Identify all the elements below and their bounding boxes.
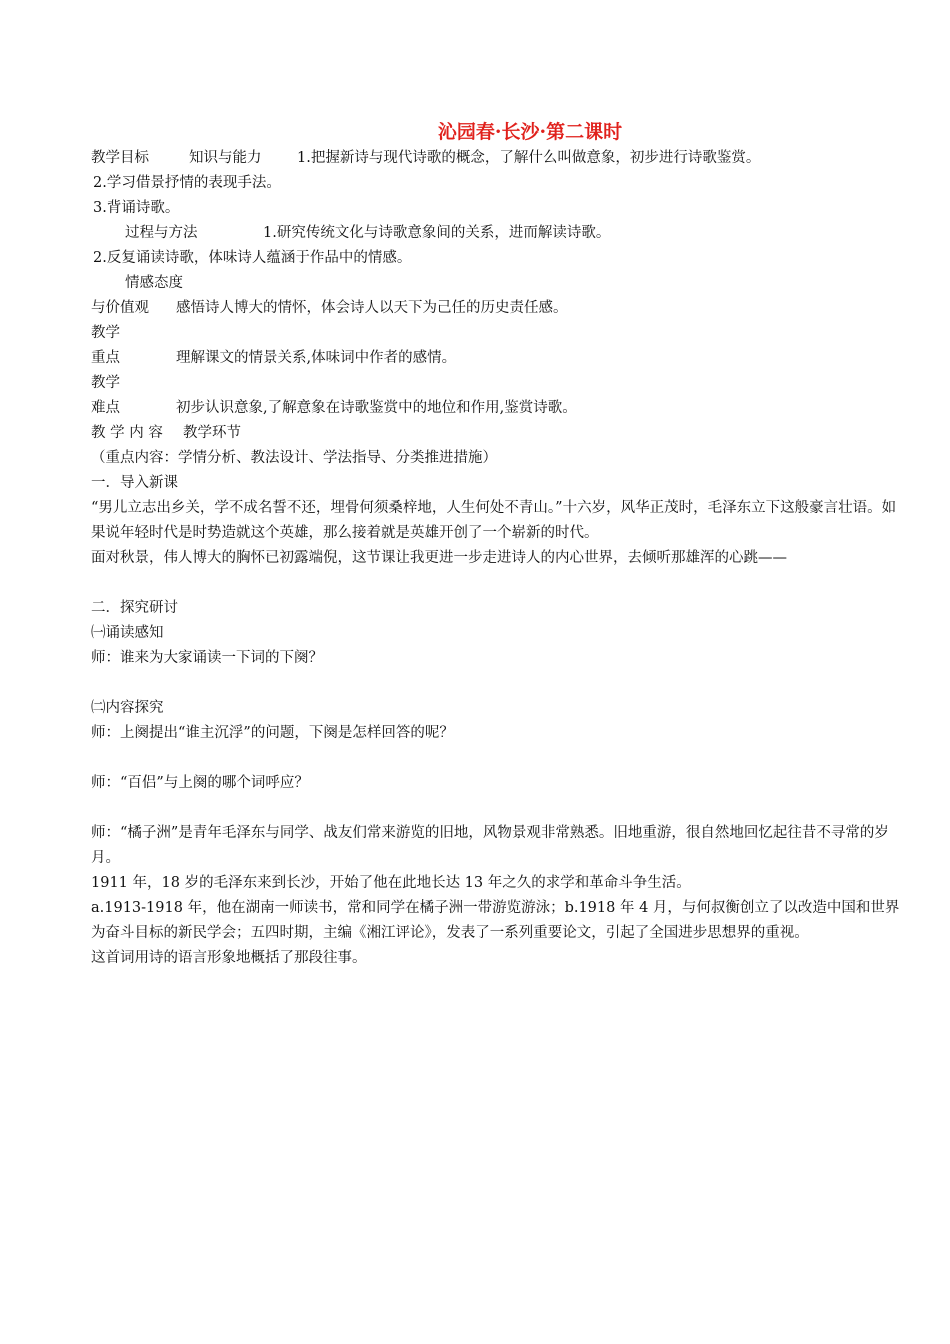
question-4: 师：“橘子洲”是青年毛泽东与同学、战友们常来游览的旧地，风物景观非常熟悉。旧地重游，很自然地回忆起往昔不寻常的岁月。 bbox=[91, 825, 889, 866]
section1-paragraph-1: “男儿立志出乡关，学不成名誓不还，埋骨何须桑梓地，人生何处不青山。”十六岁，风华正茂时，毛泽东立下这般豪言壮语。如果说年轻时代是时势造就这个英雄，那么接着就是英雄开创了一个崭新的时代。 bbox=[91, 500, 897, 541]
focus-text: 理解课文的情景关系,体味词中作者的感情。 bbox=[176, 350, 457, 366]
spacer bbox=[91, 746, 909, 771]
content-note: （重点内容：学情分析、教法设计、学法指导、分类推进措施） bbox=[91, 450, 497, 466]
process-item-2: 2.反复诵读诗歌，体味诗人蕴涵于作品中的情感。 bbox=[93, 250, 412, 266]
knowledge-item-2: 2.学习借景抒情的表现手法。 bbox=[93, 175, 281, 191]
spacer bbox=[91, 796, 909, 821]
focus-row bbox=[91, 346, 909, 371]
difficulty-text: 初步认识意象,了解意象在诗歌鉴赏中的地位和作用,鉴赏诗歌。 bbox=[176, 400, 577, 416]
emotion-label-2: 与价值观 bbox=[91, 300, 149, 316]
focus-label-1: 教学 bbox=[91, 325, 120, 341]
question-3: 师：“百侣”与上阕的哪个词呼应？ bbox=[91, 775, 309, 791]
emotion-label-1: 情感态度 bbox=[125, 275, 183, 291]
difficulty-row bbox=[91, 396, 909, 421]
section2-heading: 二．探究研讨 bbox=[91, 600, 178, 616]
spacer bbox=[91, 671, 909, 696]
question-2: 师：上阕提出“谁主沉浮”的问题，下阕是怎样回答的呢？ bbox=[91, 725, 454, 741]
focus-label-2: 重点 bbox=[91, 350, 120, 366]
emotion-text: 感悟诗人博大的情怀，体会诗人以天下为己任的历史责任感。 bbox=[176, 300, 568, 316]
section1-paragraph-2: 面对秋景，伟人博大的胸怀已初露端倪，这节课让我更进一步走进诗人的内心世界，去倾听那雄浑的心跳—— bbox=[91, 550, 787, 566]
document-title: 沁园春·长沙·第二课时 bbox=[437, 121, 623, 143]
history-paragraph-1: 1911 年，18 岁的毛泽东来到长沙，开始了他在此地长达 13 年之久的求学和革命斗争生活。 bbox=[91, 875, 691, 891]
history-paragraph-2: a.1913-1918 年，他在湖南一师读书，常和同学在橘子洲一带游览游泳；b.1918 年 4 月，与何叔衡创立了以改造中国和世界为奋斗目标的新民学会；五四时期，主编《湘江评论》，发表了一系列重要论文，引起了全国进步思想界的重视。 bbox=[91, 900, 900, 941]
steps-header: 教学环节 bbox=[183, 425, 241, 441]
knowledge-item-1: 1.把握新诗与现代诗歌的概念，了解什么叫做意象，初步进行诗歌鉴赏。 bbox=[297, 150, 761, 166]
difficulty-label-2: 难点 bbox=[91, 400, 120, 416]
spacer bbox=[91, 571, 909, 596]
emotion-row bbox=[91, 296, 909, 321]
process-row bbox=[91, 221, 909, 246]
subsection-2-heading: ㈡内容探究 bbox=[91, 700, 164, 716]
section1-heading: 一．导入新课 bbox=[91, 475, 178, 491]
knowledge-label: 知识与能力 bbox=[189, 150, 262, 166]
subsection-1-heading: ㈠诵读感知 bbox=[91, 625, 164, 641]
objectives-row bbox=[91, 146, 909, 171]
objectives-label: 教学目标 bbox=[91, 150, 149, 166]
difficulty-label-1: 教学 bbox=[91, 375, 120, 391]
process-item-1: 1.研究传统文化与诗歌意象间的关系，进而解读诗歌。 bbox=[263, 225, 611, 241]
history-paragraph-3: 这首词用诗的语言形象地概括了那段往事。 bbox=[91, 950, 367, 966]
process-label: 过程与方法 bbox=[125, 225, 198, 241]
content-header-row bbox=[91, 421, 909, 446]
question-1: 师：谁来为大家诵读一下词的下阕？ bbox=[91, 650, 323, 666]
content-header: 教 学 内 容 bbox=[91, 425, 163, 441]
document-page bbox=[91, 118, 909, 971]
knowledge-item-3: 3.背诵诗歌。 bbox=[93, 200, 180, 216]
